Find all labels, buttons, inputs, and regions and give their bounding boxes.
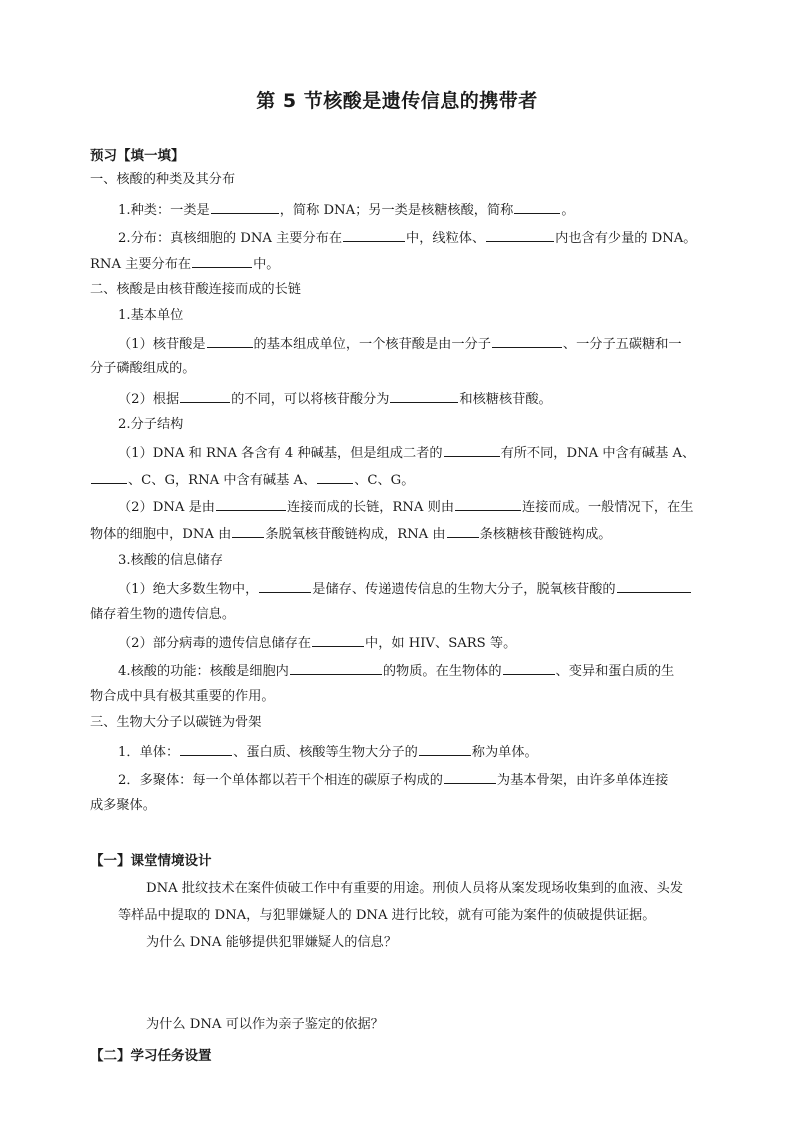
s2-p4b-line	[90, 524, 611, 544]
s2-p2-line	[118, 389, 552, 409]
s2-p1-line	[118, 334, 682, 354]
text: 连接而成的长链，RNA 则由	[286, 500, 455, 515]
text: 、C、G。	[354, 473, 415, 488]
text: 1.种类：一类是	[118, 203, 210, 218]
fill-blank[interactable]	[390, 389, 458, 403]
text: 条脱氧核苷酸链构成，RNA 由	[265, 527, 446, 542]
text: ，简称 DNA；另一类是核糖核酸，简称	[279, 203, 514, 218]
part-1-para-line-1: DNA 批纹技术在案件侦破工作中有重要的用途。刑侦人员将从案发现场收集到的血液、头发	[146, 881, 683, 896]
text: 是储存、传递遗传信息的生物大分子，脱氧核苷酸的	[312, 582, 616, 597]
text: 条核糖核苷酸链构成。	[479, 527, 612, 542]
fill-blank[interactable]	[444, 443, 500, 457]
s1-types-line	[118, 200, 575, 220]
fill-blank[interactable]	[290, 661, 382, 675]
text: （2）根据	[118, 392, 180, 407]
fill-blank[interactable]	[216, 497, 286, 511]
preview-heading: 预习【填一填】	[90, 148, 185, 164]
page-title: 第 5 节核酸是遗传信息的携带者	[256, 90, 538, 112]
fill-blank[interactable]	[617, 579, 691, 593]
fill-blank[interactable]	[447, 524, 479, 538]
s1-distribution-line	[118, 228, 697, 248]
text: 2．多聚体：每一个单体都以若干个相连的碳原子构成的	[118, 773, 443, 788]
fill-blank[interactable]	[455, 497, 521, 511]
fill-blank[interactable]	[91, 470, 127, 484]
text: （1）DNA 和 RNA 各含有 4 种碱基，但是组成二者的	[118, 446, 443, 461]
text: 为基本骨架，由许多单体连接	[496, 773, 669, 788]
fill-blank[interactable]	[492, 334, 562, 348]
s2-sub1: 1.基本单位	[118, 308, 184, 323]
text: 4.核酸的功能：核酸是细胞内	[118, 664, 289, 679]
text: 1．单体：	[118, 745, 180, 760]
text: 中。	[253, 257, 280, 272]
section-3-heading: 三、生物大分子以碳链为骨架	[90, 715, 262, 730]
text: 连接而成。一般情况下，在生	[522, 500, 694, 515]
s2-p7b: 物合成中具有极其重要的作用。	[90, 689, 275, 704]
fill-blank[interactable]	[317, 470, 353, 484]
fill-blank[interactable]	[419, 742, 471, 756]
text: 的物质。在生物体的	[382, 664, 502, 679]
text: 的不同，可以将核苷酸分为	[231, 392, 390, 407]
s3-p2b: 成多聚体。	[90, 798, 156, 813]
text: 、蛋白质、核酸等生物大分子的	[233, 745, 418, 760]
s1-rna-line	[90, 254, 280, 274]
part-2-heading: 【二】学习任务设置	[90, 1048, 212, 1064]
s3-p2-line	[118, 770, 668, 790]
s2-p5b: 储存着生物的遗传信息。	[90, 607, 236, 622]
text: 内也含有少量的 DNA。	[555, 231, 697, 246]
s3-p1-line	[118, 742, 538, 762]
text: RNA 主要分布在	[90, 257, 192, 272]
fill-blank[interactable]	[503, 661, 555, 675]
fill-blank[interactable]	[444, 770, 496, 784]
question-1: 为什么 DNA 能够提供犯罪嫌疑人的信息？	[146, 935, 398, 950]
s2-p7-line	[118, 661, 674, 681]
text: 。	[561, 203, 575, 218]
text: 物体的细胞中，DNA 由	[90, 527, 232, 542]
fill-blank[interactable]	[192, 254, 252, 268]
s2-p5-line	[118, 579, 692, 599]
text: 的基本组成单位，一个核苷酸是由一分子	[253, 337, 491, 352]
part-1-para-line-2: 等样品中提取的 DNA，与犯罪嫌疑人的 DNA 进行比较，就有可能为案件的侦破提供证据。	[118, 908, 656, 923]
text: 、变异和蛋白质的生	[555, 664, 675, 679]
section-1-heading: 一、核酸的种类及其分布	[90, 172, 236, 187]
text: 2.分布：真核细胞的 DNA 主要分布在	[118, 231, 343, 246]
s2-p1b: 分子磷酸组成的。	[90, 361, 196, 376]
text: （1）绝大多数生物中，	[118, 582, 259, 597]
fill-blank[interactable]	[180, 389, 230, 403]
fill-blank[interactable]	[312, 633, 364, 647]
section-2-heading: 二、核酸是由核苷酸连接而成的长链	[90, 282, 301, 297]
fill-blank[interactable]	[343, 228, 405, 242]
text: （2）部分病毒的遗传信息储存在	[118, 636, 312, 651]
s2-p3-line	[118, 443, 695, 463]
fill-blank[interactable]	[180, 742, 232, 756]
part-1-heading: 【一】课堂情境设计	[90, 853, 212, 869]
text: 和核糖核苷酸。	[459, 392, 552, 407]
text: 有所不同，DNA 中含有碱基 A、	[500, 446, 696, 461]
fill-blank[interactable]	[232, 524, 264, 538]
fill-blank[interactable]	[486, 228, 554, 242]
s2-sub3: 3.核酸的信息储存	[118, 553, 223, 568]
question-2: 为什么 DNA 可以作为亲子鉴定的依据？	[146, 1017, 384, 1032]
s2-sub2: 2.分子结构	[118, 417, 184, 432]
text: 、C、G，RNA 中含有碱基 A、	[128, 473, 317, 488]
s2-p6-line	[118, 633, 516, 653]
text: （1）核苷酸是	[118, 337, 206, 352]
text: （2）DNA 是由	[118, 500, 215, 515]
text: 、一分子五碳糖和一	[562, 337, 682, 352]
s2-p4-line	[118, 497, 693, 517]
s2-p3b-line	[90, 470, 414, 490]
fill-blank[interactable]	[211, 200, 279, 214]
text: 中，线粒体、	[406, 231, 486, 246]
text: 称为单体。	[471, 745, 538, 760]
text: 中，如 HIV、SARS 等。	[365, 636, 517, 651]
fill-blank[interactable]	[259, 579, 311, 593]
fill-blank[interactable]	[514, 200, 560, 214]
fill-blank[interactable]	[207, 334, 253, 348]
